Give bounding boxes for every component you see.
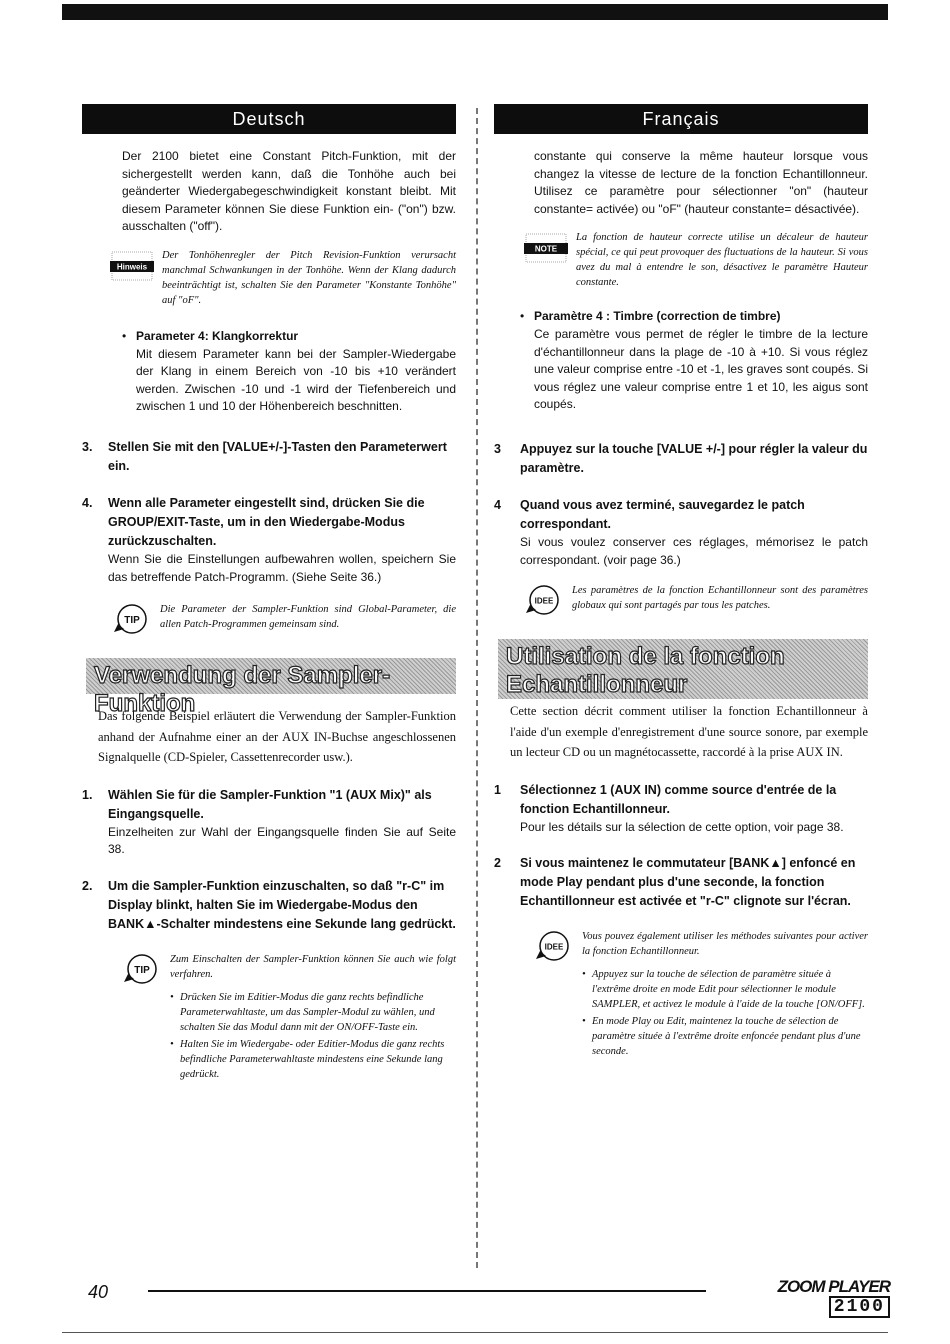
- column-deutsch: [82, 104, 456, 1084]
- tip-note-1: [112, 602, 456, 636]
- note-box: [524, 230, 868, 290]
- step-3: [82, 438, 456, 476]
- param4-title: Parameter 4: Klangkorrektur: [136, 328, 299, 343]
- step-number: 3.: [82, 439, 93, 454]
- step-number: 4: [494, 497, 501, 512]
- bottom-rule: [62, 1332, 888, 1333]
- step-number: 4.: [82, 495, 93, 510]
- list-item: • En mode Play ou Edit, maintenez la touche de sélection de paramètre située à l'extrême droite enfoncée pendant plus d'une seconde.: [582, 1016, 861, 1058]
- tip-text: Zum Einschalten der Sampler-Funktion können Sie auch wie folgt verfahren.: [170, 953, 456, 980]
- tip-text: Die Parameter der Sampler-Funktion sind Global-Parameter, die allen Patch-Programmen gemeinsam sind.: [160, 604, 456, 631]
- list-item: • Drücken Sie im Editier-Modus die ganz rechts befindliche Parameterwahltaste, um das Sampler-Modul zu wählen, und schalten Sie das Modul dann mit der ON/OFF-Taste ein.: [170, 991, 435, 1033]
- tip-icon: [122, 952, 162, 986]
- sampler-step-1: [494, 781, 868, 837]
- idee-text: Les paramètres de la fonction Echantillonneur sont des paramètres globaux qui sont partagés par tous les patches.: [572, 585, 868, 612]
- param4-title: Paramètre 4 : Timbre (correction de timbre): [534, 309, 781, 324]
- step-3: [494, 440, 868, 478]
- step-title: Appuyez sur la touche [VALUE +/-] pour régler la valeur du paramètre.: [520, 441, 868, 475]
- section-intro: Das folgende Beispiel erläutert die Verwendung der Sampler-Funktion anhand der Aufnahme einer an der AUX IN-Buchse angeschlossenen Signalquelle (CD-Spieler, Cassettenrecorder usw.).: [98, 709, 456, 765]
- section-banner-francais: Utilisation de la fonction Echantillonneur: [498, 639, 868, 699]
- step-body: Pour les détails sur la sélection de cette option, voir page 38.: [520, 819, 844, 834]
- svg-text:TIP: TIP: [124, 615, 140, 627]
- intro-text: Der 2100 bietet eine Constant Pitch-Funktion, mit der sichergestellt werden kann, daß die Tonhöhe auch bei geänderter Wiedergabegeschwindigkeit konstant bleibt. Mit diesem Parameter können Sie diese Funktion ein- ("on") bzw. ausschalten ("off").: [122, 149, 456, 234]
- column-francais: [494, 104, 868, 1061]
- step-4: [494, 496, 868, 569]
- top-bar: [62, 4, 888, 20]
- column-divider: [476, 108, 478, 1268]
- language-header-deutsch: Deutsch: [82, 104, 456, 134]
- svg-text:IDEE: IDEE: [534, 596, 554, 606]
- param4-body: Ce paramètre vous permet de régler le timbre de la lecture d'échantillonneur dans la plage de -10 à +10. Si vous réglez une valeur comprise entre -10 et -1, les graves sont coupés. Si vous réglez une valeur comprise entre 1 et 10, les aigus sont coupés.: [534, 326, 868, 412]
- section-banner-deutsch: Verwendung der Sampler-Funktion: [86, 658, 456, 694]
- tip-note-2: [122, 952, 456, 1084]
- param4-body: Mit diesem Parameter kann bei der Sampler-Wiedergabe der Klang in einem Bereich von -10 bis +10 verändert werden. Zwischen -10 und -1 wird der Tiefenbereich und zwischen 1 und 10 der Höhenbereich beschnitten.: [136, 346, 456, 414]
- idee-note-2: [534, 929, 868, 1061]
- bullet-dot: •: [520, 309, 525, 324]
- step-title: Wenn alle Parameter eingestellt sind, drücken Sie die GROUP/EXIT-Taste, um in den Wiedergabe-Modus zurückzuschalten.: [108, 495, 425, 548]
- idee-text: Vous pouvez également utiliser les méthodes suivantes pour activer la fonction Echantillonneur.: [582, 931, 868, 958]
- idee-icon: [534, 929, 574, 963]
- step-title: Wählen Sie für die Sampler-Funktion "1 (AUX Mix)" als Eingangsquelle.: [108, 787, 432, 821]
- note-text: La fonction de hauteur correcte utilise un décaleur de hauteur spécial, ce qui peut provoquer des fluctuations de la hauteur. Si vous avez du mal à entendre le son, désactivez le paramètre Hauteur constante.: [576, 232, 868, 289]
- language-header-francais: Français: [494, 104, 868, 134]
- step-title: Sélectionnez 1 (AUX IN) comme source d'entrée de la fonction Echantillonneur.: [520, 782, 837, 816]
- idee-sublist: [582, 967, 868, 1059]
- step-number: 3: [494, 441, 501, 456]
- step-number: 1.: [82, 787, 93, 802]
- step-title: Si vous maintenez le commutateur [BANK▲] enfoncé en mode Play pendant plus d'une seconde, la fonction Echantillonneur est activée et "r-C" clignote sur l'écran.: [520, 856, 856, 909]
- list-item: • Appuyez sur la touche de sélection de paramètre située à l'extrême droite en mode Edit pour sélectionner le module SAMPLER, et activez le module à l'aide de la touche [ON/OFF].: [582, 969, 865, 1011]
- list-item: • Halten Sie im Wiedergabe- oder Editier-Modus die ganz rechts befindliche Parameterwahltaste mindestens eine Sekunde lang gedrückt.: [170, 1038, 445, 1080]
- idee-icon: [524, 583, 564, 617]
- brand-model: 2100: [829, 1296, 890, 1318]
- sampler-step-2: [494, 854, 868, 911]
- step-title: Quand vous avez terminé, sauvegardez le patch correspondant.: [520, 497, 805, 531]
- step-body: Einzelheiten zur Wahl der Eingangsquelle finden Sie auf Seite 38.: [108, 824, 456, 857]
- step-number: 1: [494, 782, 501, 797]
- step-4: [82, 494, 456, 586]
- step-title: Stellen Sie mit den [VALUE+/-]-Tasten den Parameterwert ein.: [108, 439, 447, 473]
- section-intro: Cette section décrit comment utiliser la fonction Echantillonneur à l'aide d'un exemple d'enregistrement d'une source sonore, par exemple un lecteur CD ou un magnétocassette, raccordé à la prise AUX IN.: [510, 704, 868, 760]
- hinweis-text: Der Tonhöhenregler der Pitch Revision-Funktion verursacht manchmal Schwankungen in der Tonhöhe. Wenn der Klang dadurch beeinträchtigt ist, schalten Sie den Parameter "Konstante Tonhöhe" auf "oF".: [162, 249, 456, 306]
- sampler-step-1: [82, 786, 456, 859]
- intro-text: constante qui conserve la même hauteur lorsque vous changez la vitesse de lecture de la fonction Echantillonneur. Utilisez ce paramètre pour sélectionner "on" (hauteur constante= activée) ou "oF" (hauteur constante= désactivée).: [534, 149, 868, 216]
- hinweis-icon: [110, 248, 154, 284]
- hinweis-note: [110, 248, 456, 308]
- svg-text:Hinweis: Hinweis: [116, 262, 148, 272]
- step-number: 2: [494, 856, 501, 871]
- svg-text:IDEE: IDEE: [544, 942, 564, 952]
- step-title: Um die Sampler-Funktion einzuschalten, so daß "r-C" im Display blinkt, halten Sie im Wiedergabe-Modus den BANK▲-Schalter mindestens eine Sekunde lang gedrückt.: [108, 878, 456, 931]
- step-number: 2.: [82, 878, 93, 893]
- bullet-dot: •: [122, 328, 127, 343]
- idee-note-1: [524, 583, 868, 617]
- note-icon: [524, 230, 568, 266]
- tip-icon: [112, 602, 152, 636]
- brand-name: ZOOM PLAYER: [777, 1277, 890, 1296]
- tip-sublist: [170, 990, 456, 1082]
- param4-item: [122, 328, 456, 416]
- step-body: Wenn Sie die Einstellungen aufbewahren wollen, speichern Sie das betreffende Patch-Programm. (Siehe Seite 36.): [108, 551, 456, 584]
- step-body: Si vous voulez conserver ces réglages, mémorisez le patch correspondant. (voir page 36.): [520, 534, 868, 567]
- footer-rule: [148, 1290, 706, 1292]
- sampler-step-2: [82, 877, 456, 934]
- brand-logo: [730, 1278, 890, 1318]
- param4-item: [520, 308, 868, 414]
- svg-text:TIP: TIP: [134, 964, 150, 976]
- svg-text:NOTE: NOTE: [534, 244, 558, 254]
- page-number: 40: [88, 1282, 109, 1302]
